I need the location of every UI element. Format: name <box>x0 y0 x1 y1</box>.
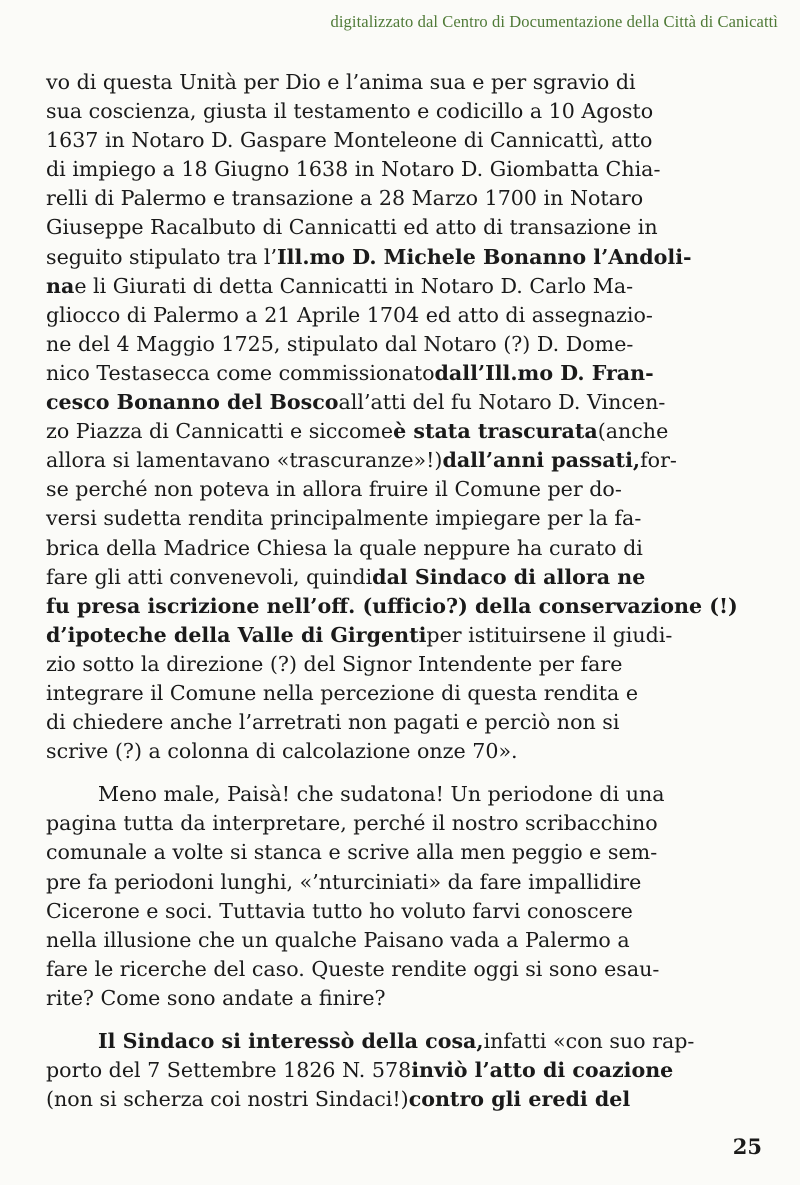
text-line: se perché non poteva in allora fruire il Comune per do- <box>46 477 622 502</box>
text-line: fu presa iscrizione nell’off. (ufficio?) della conservazione (!) <box>46 593 738 618</box>
text-line: porto del 7 Settembre 1826 N. 578inviò l’atto di coazione <box>46 1058 674 1083</box>
text-line: brica della Madrice Chiesa la quale neppure ha curato di <box>46 535 643 560</box>
text-line: cesco Bonanno del Boscoall’atti del fu Notaro D. Vincen- <box>46 390 666 415</box>
text-line: allora si lamentavano «trascuranze»!)dall’anni passati,for- <box>46 448 677 473</box>
text-line: 1637 in Notaro D. Gaspare Monteleone di Cannicattì, atto <box>46 128 653 153</box>
text-line: ne del 4 Maggio 1725, stipulato dal Notaro (?) D. Dome- <box>46 331 634 356</box>
text-line: scrive (?) a colonna di calcolazione onze 70». <box>46 739 518 764</box>
text-line: nico Testasecca come commissionatodall’Ill.mo D. Fran- <box>46 360 654 385</box>
text-line: zio sotto la direzione (?) del Signor Intendente per fare <box>46 651 623 676</box>
text-line: fare le ricerche del caso. Queste rendite oggi si sono esau- <box>46 956 660 981</box>
text-line: pre fa periodoni lunghi, «’nturciniati» da fare impallidire <box>46 869 642 894</box>
text-line: integrare il Comune nella percezione di questa rendita e <box>46 680 639 705</box>
text-line: di chiedere anche l’arretrati non pagati e perciò non si <box>46 710 620 735</box>
text-line: Il Sindaco si interessò della cosa,infatti «con suo rap- <box>98 1029 695 1053</box>
text-line: Meno male, Paisà! che sudatona! Un periodone di una <box>98 782 665 807</box>
text-line: vo di questa Unità per Dio e l’anima sua e per sgravio di <box>46 70 636 94</box>
text-line: Giuseppe Racalbuto di Cannicatti ed atto di transazione in <box>46 215 658 240</box>
document-body <box>46 68 756 1114</box>
digitization-header: digitalizzato dal Centro di Documentazione della Città di Canicattì <box>330 12 778 31</box>
text-line: versi sudetta rendita principalmente impiegare per la fa- <box>46 506 642 531</box>
text-line: d’ipoteche della Valle di Girgentiper istituirsene il giudi- <box>46 622 673 647</box>
text-line: relli di Palermo e transazione a 28 Marzo 1700 in Notaro <box>46 186 644 211</box>
text-line: gliocco di Palermo a 21 Aprile 1704 ed atto di assegnazio- <box>46 302 653 327</box>
text-line: fare gli atti convenevoli, quindidal Sindaco di allora ne <box>46 564 646 589</box>
text-line: rite? Come sono andate a finire? <box>46 985 386 1010</box>
text-line: di impiego a 18 Giugno 1638 in Notaro D. Giombatta Chia- <box>46 157 661 182</box>
text-line: (non si scherza coi nostri Sindaci!)contro gli eredi del <box>46 1087 631 1112</box>
page-number: 25 <box>732 1134 762 1159</box>
text-line: seguito stipulato tra l’Ill.mo D. Michele Bonanno l’Andoli- <box>46 244 692 269</box>
text-line: nae li Giurati di detta Cannicatti in Notaro D. Carlo Ma- <box>46 273 634 298</box>
text-line: nella illusione che un qualche Paisano vada a Palermo a <box>46 927 630 952</box>
text-line: Cicerone e soci. Tuttavia tutto ho voluto farvi conoscere <box>46 898 633 923</box>
text-line: zo Piazza di Cannicatti e siccomeè stata trascurata(anche <box>46 419 669 444</box>
text-line: pagina tutta da interpretare, perché il nostro scribacchino <box>46 811 658 836</box>
text-line: comunale a volte si stanca e scrive alla men peggio e sem- <box>46 840 658 865</box>
text-line: sua coscienza, giusta il testamento e codicillo a 10 Agosto <box>46 99 654 124</box>
